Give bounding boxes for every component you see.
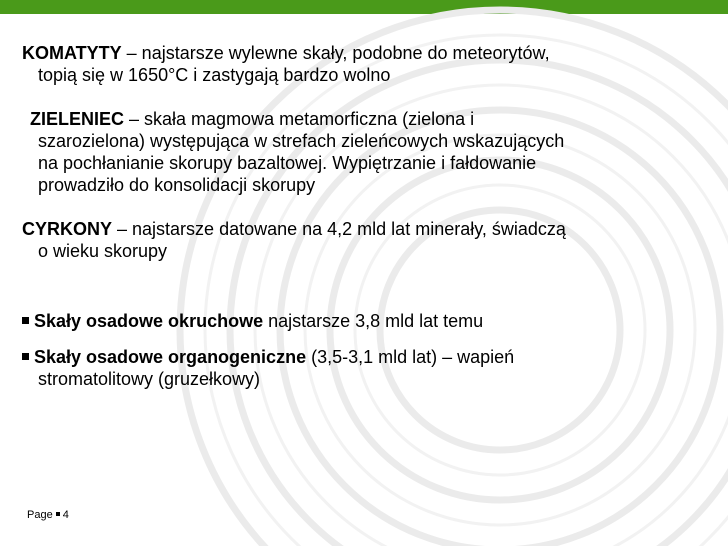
paragraph-zieleniec: ZIELENIEC – skała magmowa metamorficzna (zielona i szarozielona) występująca w strefach zieleńcowych wskazujących na pochłanianie skorupy bazaltowej. Wypiętrzanie i fałdowanie prowadziło do konsolidacji skorupy (30, 109, 565, 195)
page-number: 4 (62, 509, 69, 521)
bullet-okruchowe: Skały osadowe okruchowe najstarsze 3,8 mld lat temu (22, 310, 712, 332)
term-zieleniec: ZIELENIEC (30, 109, 125, 129)
page-footer (27, 509, 69, 521)
term-cyrkony: CYRKONY (22, 219, 113, 239)
term-komatyty: KOMATYTY (22, 43, 122, 63)
square-bullet-icon (22, 317, 29, 324)
paragraph-cyrkony: CYRKONY – najstarsze datowane na 4,2 mld lat minerały, świadczą o wieku skorupy (22, 219, 566, 261)
bullet-organogeniczne: Skały osadowe organogeniczne (3,5-3,1 mld lat) – wapień stromatolitowy (gruzełkowy) (22, 346, 712, 390)
square-bullet-icon (56, 512, 60, 516)
page-label: Page (27, 509, 53, 521)
paragraph-komatyty: KOMATYTY – najstarsze wylewne skały, podobne do meteorytów, topią się w 1650°C i zastygają bardzo wolno (22, 43, 550, 85)
square-bullet-icon (22, 353, 29, 360)
